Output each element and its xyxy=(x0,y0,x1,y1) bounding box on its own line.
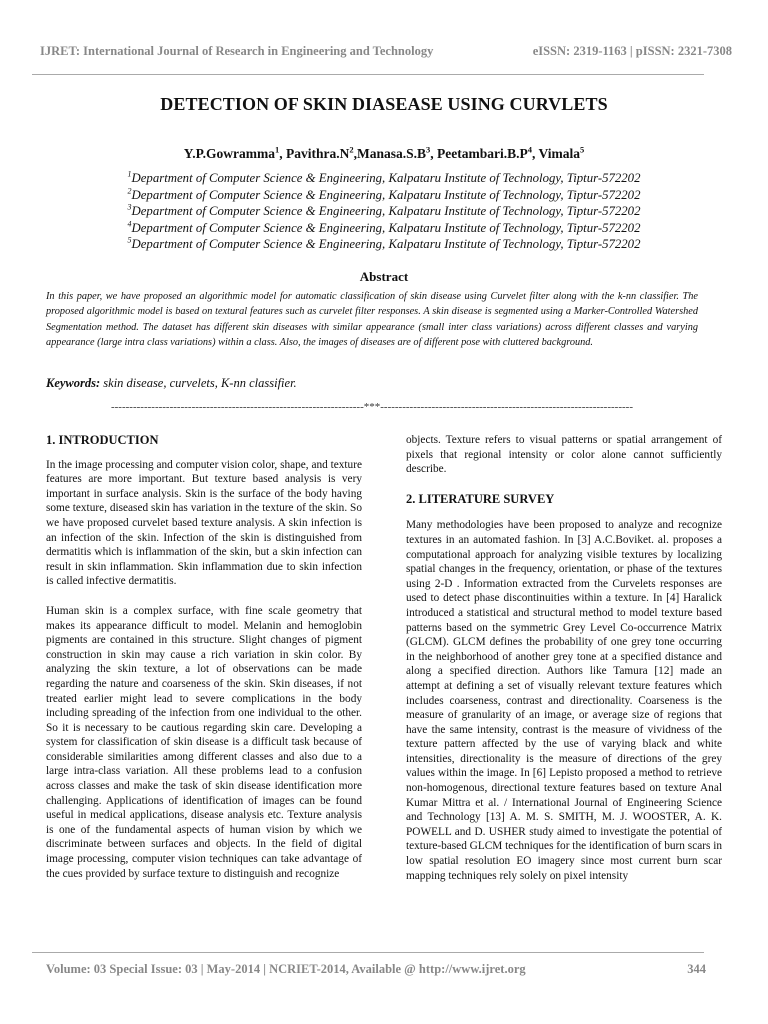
affiliation: $^3$Department of Computer Science & Engineering, Kalpataru Institute of Technology, Tiptur-572202 xyxy=(127,202,641,218)
right-column xyxy=(406,433,722,883)
abstract-body: In this paper, we have proposed an algorithmic model for automatic classification of skin disease using Curvelet filter along with the k-nn classifier. The proposed algorithmic model is based on textural features such as curvelet filter responses. A skin disease is segmented using a Marker-Controlled Watershed Segmentation method. The dataset has different skin diseases with similar appearance (small inter class variations) across different classes and varying appearance (large intra class variations) within a class. Also, the images of diseases are of different pose with cluttered background. xyxy=(46,291,698,349)
running-header xyxy=(32,44,732,64)
affiliations xyxy=(0,170,768,253)
author-sup: 1 xyxy=(274,144,280,155)
section-separator: ---------------------------------------------------------------------***--------------------------------------------------------------------- xyxy=(110,401,633,413)
keywords xyxy=(46,376,706,391)
left-column xyxy=(46,433,362,881)
footer-text: Volume: 03 Special Issue: 03 | May-2014 | NCRIET-2014, Available @ http://www.ijret.org xyxy=(46,962,526,976)
author-sup: 3 xyxy=(426,144,431,155)
paragraph: Many methodologies have been proposed to analyze and recognize textures in an automated fashion. In [3] A.C.Boviket. al. proposes a computational approach for analyzing visible textures by localizing spatial changes in the frequency, orientation, or phase of the textures using 2-D . Information extracted from the Curvelets responses are used to detect phase discontinuities within a texture. In [4] Haralick introduced a statistical and structural method to model texture based patterns based on the symmetric Grey Level Co-occurrence Matrix (GLCM). GLCM defines the probability of one grey tone occurring in the neighborhood of another grey tone at a specified distance and along a specified direction. Authors like Tamura [12] made an attempt at defining a set of visually relevant texture features which includes coarseness, contrast and directionality. Coarseness is the measure of granularity of an image, or average size of regions that have the same intensity, contrast is the measure of vividness of the texture pattern affected by the use of varying black and white intensities, directionality is the measure of directions of the grey values within the image. In [6] Lepisto proposed a method to retrieve non-homogenous, directional texture features based on texture Anal Kumar Mittra et al. / International Journal of Engineering Science and Technology [13] A. M. S. SMITH, M. J. WOOSTER, A. K. POWELL and D. USHER study aimed to investigate the potential of texture-based GLCM techniques for the identification of burn scars in low spatial resolution EO imagery since most current burn scar mapping techniques rely solely on pixel intensity xyxy=(406,519,722,882)
footer-rule xyxy=(32,952,704,953)
header-rule xyxy=(32,74,704,75)
page-number: 344 xyxy=(687,962,706,976)
abstract-heading: Abstract xyxy=(359,269,409,284)
paragraph: objects. Texture refers to visual patterns or spatial arrangement of pixels that regional intensity or color alone cannot sufficiently describe. xyxy=(406,434,722,476)
author-sup: 2 xyxy=(349,144,354,155)
author: Vimala xyxy=(538,146,581,161)
issn: eISSN: 2319-1163 | pISSN: 2321-7308 xyxy=(532,44,732,58)
author-sup: 5 xyxy=(580,144,585,155)
journal-name: IJRET: International Journal of Research in Engineering and Technology xyxy=(40,44,434,58)
author: Manasa.S.B xyxy=(356,146,427,161)
author-sep: , xyxy=(430,146,438,161)
author: Y.P.Gowramma xyxy=(183,146,275,161)
section-heading-introduction: 1. INTRODUCTION xyxy=(46,433,159,447)
author-sup: 4 xyxy=(527,144,532,155)
paragraph: In the image processing and computer vision color, shape, and texture features are more important. But texture based analysis is very important in surface analysis. Skin is the surface of the body having some texture, diseased skin has variation in the texture of the skin. So we have proposed curvelet based texture analysis. A skin infection is an infection of the skin. Infection of the skin is distinguished from dermatitis which is inflammation of the skin, but a skin infection can result in skin inflammation. Skin inflammation due to skin infection is called infective dermatitis. xyxy=(46,458,362,588)
keywords-label: Keywords: xyxy=(46,376,101,390)
author-sep: , xyxy=(532,146,539,161)
section-heading-literature-survey: 2. LITERATURE SURVEY xyxy=(406,491,555,506)
running-footer xyxy=(46,962,706,980)
author-sep: , xyxy=(353,146,357,161)
author-list xyxy=(0,146,768,162)
affiliation: $^2$Department of Computer Science & Engineering, Kalpataru Institute of Technology, Tiptur-572202 xyxy=(127,186,641,202)
paper-title: DETECTION OF SKIN DIASEASE USING CURVLETS xyxy=(160,94,608,114)
author: Pavithra.N xyxy=(285,146,350,161)
author: Peetambari.B.P xyxy=(437,146,528,161)
author-sep: , xyxy=(279,146,286,161)
paragraph: Human skin is a complex surface, with fine scale geometry that makes its appearance difficult to model. Melanin and hemoglobin pigments are contained in this structure. Slight changes of pigment construction in skin may cause a rich variation in skin color. By analyzing the skin texture, a lot of observations can be made regarding the nature and coarseness of the skin. Skin diseases, if not treated earlier might lead to severe complications in the body including spreading of the infection from one individual to the other. So it is necessary to be cautious regarding skin care. Developing a system for classification of skin disease is a difficult task because of considerable similarities among different classes and also due to a large intra-class variation. All these problems lead to a confusion across classes and make the task of skin disease identification more challenging. Applications of identification of images can be found useful in medical applications, disease analysis etc. Texture analysis is one of the fundamental aspects of human vision by which we discriminate between surfaces and objects. In the field of digital image processing, computer vision techniques can take advantage of the cues provided by surface texture to distinguish and recognize xyxy=(46,604,362,880)
affiliation: $^5$Department of Computer Science & Engineering, Kalpataru Institute of Technology, Tiptur-572202 xyxy=(127,235,641,251)
affiliation: $^4$Department of Computer Science & Engineering, Kalpataru Institute of Technology, Tiptur-572202 xyxy=(127,219,641,235)
keywords-text: skin disease, curvelets, K-nn classifier. xyxy=(100,376,297,390)
affiliation: $^1$Department of Computer Science & Engineering, Kalpataru Institute of Technology, Tiptur-572202 xyxy=(127,169,641,185)
